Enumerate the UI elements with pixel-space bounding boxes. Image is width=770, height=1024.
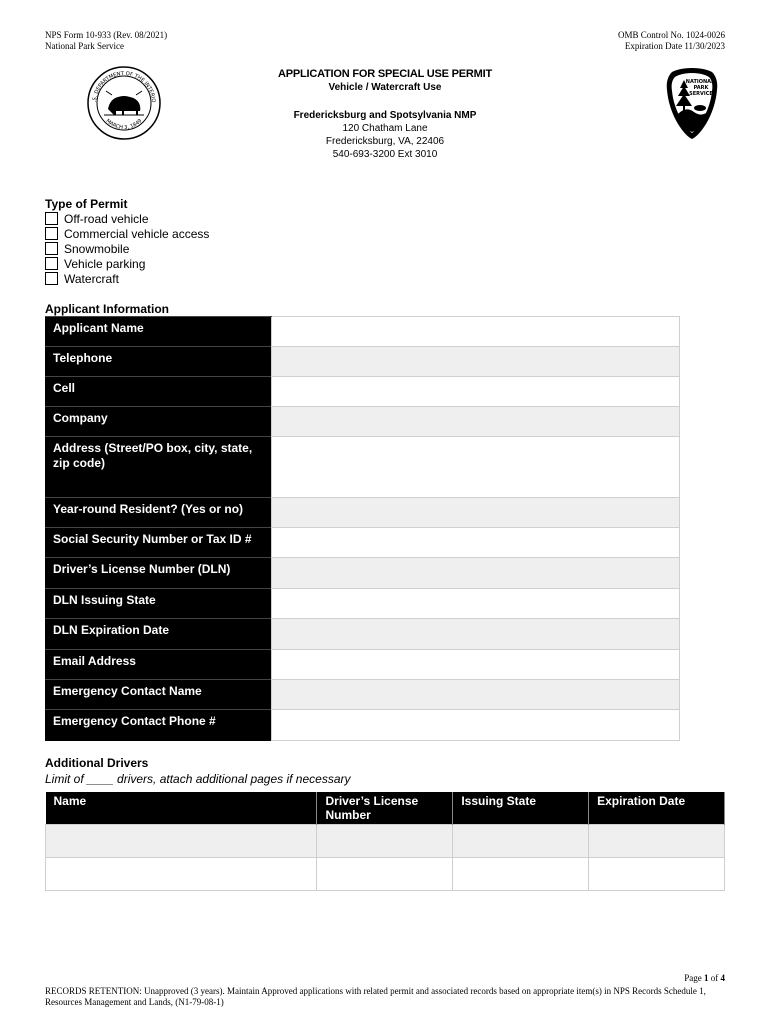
page-of: of [708,973,721,983]
telephone-input[interactable] [271,347,680,377]
driver-state-cell[interactable] [453,825,589,858]
col-license-header: Driver’s License Number [317,792,453,825]
off-road-label: Off-road vehicle [64,211,149,226]
table-row [45,347,680,377]
seal-text-top: .S. DEPARTMENT OF THE INTERIO [92,70,157,103]
title-block [185,68,585,161]
nps-logo-line-1: NATIONAL [685,79,715,85]
emergency-name-input[interactable] [271,680,680,710]
applicant-name-input[interactable] [271,317,680,347]
company-input[interactable] [271,407,680,437]
field-label: Company [45,407,271,437]
nps-logo-line-2: PARK [693,85,709,91]
commercial-checkbox[interactable] [45,227,58,240]
permit-type-section [45,197,209,286]
resident-input[interactable] [271,498,680,528]
nps-arrowhead-icon [664,66,720,140]
park-phone: 540-693-3200 Ext 3010 [332,149,438,160]
snowmobile-label: Snowmobile [64,241,130,256]
table-row [45,558,680,589]
table-row [45,650,680,680]
parking-checkbox[interactable] [45,257,58,270]
form-header-left [45,30,167,52]
col-state-header: Issuing State [453,792,589,825]
seal-text-bottom: MARCH 3, 1849 [104,118,144,132]
ssn-input[interactable] [271,528,680,558]
permit-option-commercial[interactable] [45,226,209,241]
table-row [46,825,725,858]
dln-state-input[interactable] [271,589,680,619]
field-label: Year-round Resident? (Yes or no) [45,498,271,528]
page-total: 4 [720,973,725,983]
field-label: Applicant Name [45,317,271,347]
expiration-date: Expiration Date 11/30/2023 [624,41,725,51]
driver-state-cell[interactable] [453,858,589,891]
driver-license-cell[interactable] [317,825,453,858]
col-expiration-header: Expiration Date [589,792,725,825]
form-subtitle: Vehicle / Watercraft Use [328,82,442,93]
field-label: Address (Street/PO box, city, state, zip code) [45,437,271,498]
park-street: 120 Chatham Lane [342,123,428,134]
records-retention: RECORDS RETENTION: Unapproved (3 years). Maintain Approved applications with related permit and associated records based on appropriate item(s) in NPS Records Schedule 1, Resources Management and Lands, (N1-79-08-1) [45,986,706,1007]
drivers-table [45,792,725,891]
field-label: Social Security Number or Tax ID # [45,528,271,558]
dln-input[interactable] [271,558,680,589]
form-number: NPS Form 10-933 (Rev. 08/2021) [45,30,168,40]
table-row [46,858,725,891]
cell-input[interactable] [271,377,680,407]
table-row [45,589,680,619]
commercial-label: Commercial vehicle access [64,226,210,241]
park-city: Fredericksburg, VA, 22406 [325,136,445,147]
page-prefix: Page [684,973,704,983]
permit-type-heading: Type of Permit [45,197,128,211]
form-title: APPLICATION FOR SPECIAL USE PERMIT [277,68,493,80]
drivers-note: Limit of ____ drivers, attach additional pages if necessary [45,772,351,786]
off-road-checkbox[interactable] [45,212,58,225]
table-row [45,619,680,650]
page-current: 1 [704,973,709,983]
permit-option-watercraft[interactable] [45,271,209,286]
applicant-heading: Applicant Information [45,302,169,316]
watercraft-checkbox[interactable] [45,272,58,285]
parking-label: Vehicle parking [64,256,146,271]
field-label: Emergency Contact Phone # [45,710,271,741]
drivers-heading: Additional Drivers [45,756,149,770]
field-label: DLN Expiration Date [45,619,271,650]
snowmobile-checkbox[interactable] [45,242,58,255]
nps-logo-line-3: SERVICE [689,91,713,97]
table-row [45,437,680,498]
applicant-table [45,316,680,741]
form-header-right [618,30,725,52]
driver-name-cell[interactable] [46,858,317,891]
field-label: Driver’s License Number (DLN) [45,558,271,589]
park-address [185,109,585,161]
col-name-header: Name [46,792,317,825]
address-input[interactable] [271,437,680,498]
table-header-row [46,792,725,825]
driver-license-cell[interactable] [317,858,453,891]
driver-expiration-cell[interactable] [589,825,725,858]
table-row [45,680,680,710]
table-row [45,377,680,407]
permit-option-snowmobile[interactable] [45,241,209,256]
driver-name-cell[interactable] [46,825,317,858]
driver-expiration-cell[interactable] [589,858,725,891]
table-row [45,710,680,741]
omb-control-number: OMB Control No. 1024-0026 [617,30,725,40]
field-label: Emergency Contact Name [45,680,271,710]
field-label: Cell [45,377,271,407]
field-label: Email Address [45,650,271,680]
permit-option-parking[interactable] [45,256,209,271]
table-row [45,317,680,347]
emergency-phone-input[interactable] [271,710,680,741]
table-row [45,498,680,528]
watercraft-label: Watercraft [64,271,119,286]
doi-seal-icon [86,65,162,141]
table-row [45,407,680,437]
field-label: Telephone [45,347,271,377]
permit-option-off-road[interactable] [45,211,209,226]
park-name: Fredericksburg and Spotsylvania NMP [293,110,477,121]
field-label: DLN Issuing State [45,589,271,619]
agency-name: National Park Service [45,41,124,51]
dln-expiration-input[interactable] [271,619,680,650]
email-input[interactable] [271,650,680,680]
table-row [45,528,680,558]
page-number [684,973,725,983]
